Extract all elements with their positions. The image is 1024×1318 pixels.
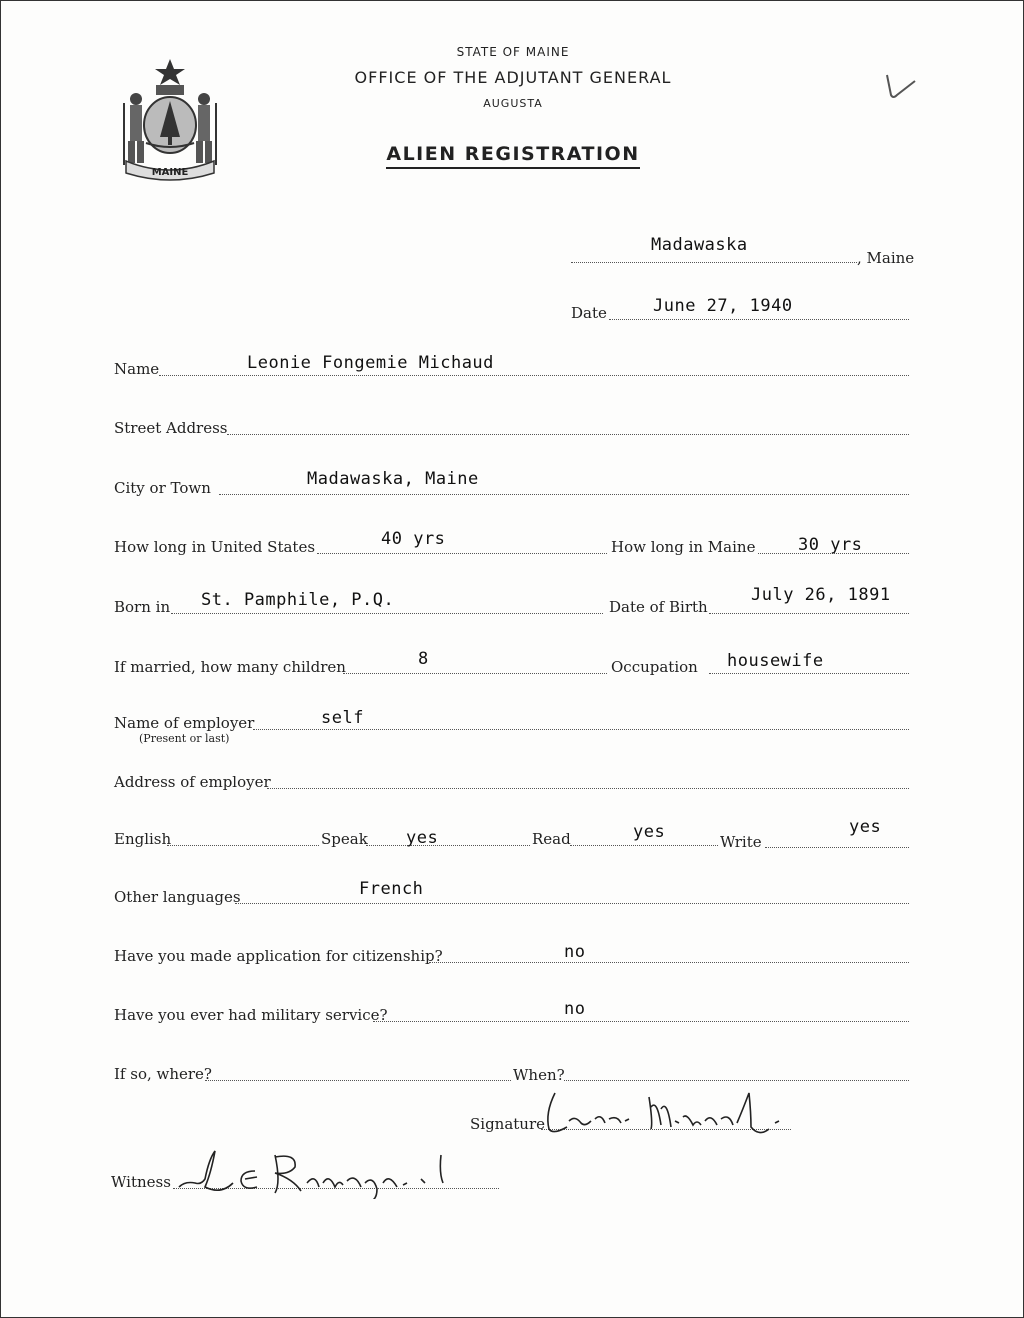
name-label: Name	[114, 360, 160, 378]
how-long-us-label: How long in United States	[114, 538, 316, 556]
employer-label: Name of employer	[114, 714, 255, 732]
signature-label: Signature	[470, 1115, 546, 1133]
military-label: Have you ever had military service?	[114, 1006, 388, 1024]
read-label: Read	[532, 830, 571, 848]
how-long-us-value: 40 yrs	[381, 529, 446, 549]
employer-sublabel: (Present or last)	[139, 732, 230, 745]
location-suffix: , Maine	[857, 249, 915, 267]
speak-label: Speak	[321, 830, 368, 848]
name-value: Leonie Fongemie Michaud	[247, 353, 494, 373]
citizenship-label: Have you made application for citizenship?	[114, 947, 443, 965]
other-languages-label: Other languages	[114, 888, 241, 906]
read-value: yes	[633, 822, 666, 842]
date-label: Date	[571, 304, 607, 322]
street-label: Street Address	[114, 419, 228, 437]
maine-seal-icon	[114, 55, 226, 181]
city-heading: AUGUSTA	[483, 97, 543, 110]
children-label: If married, how many children	[114, 658, 346, 676]
city-town-value: Madawaska, Maine	[307, 469, 479, 489]
dob-value: July 26, 1891	[751, 585, 891, 605]
other-languages-value: French	[359, 879, 424, 899]
office-heading: OFFICE OF THE ADJUTANT GENERAL	[354, 68, 672, 87]
military-value: no	[564, 999, 586, 1019]
citizenship-value: no	[564, 942, 586, 962]
location-value: Madawaska	[651, 235, 748, 255]
dob-label: Date of Birth	[609, 598, 708, 616]
write-label: Write	[720, 833, 762, 851]
if-so-where-label: If so, where?	[114, 1065, 212, 1083]
how-long-maine-label: How long in Maine	[611, 538, 756, 556]
witness-label: Witness	[111, 1173, 171, 1191]
witness-signature	[171, 1143, 501, 1199]
employer-value: self	[321, 708, 364, 728]
occupation-value: housewife	[727, 651, 824, 671]
applicant-signature	[537, 1083, 797, 1145]
born-in-label: Born in	[114, 598, 171, 616]
seal-text: MAINE	[151, 167, 189, 178]
when-label: When?	[513, 1066, 565, 1084]
form-title-text: ALIEN REGISTRATION	[386, 143, 639, 169]
date-value: June 27, 1940	[653, 296, 793, 316]
children-value: 8	[418, 649, 429, 669]
speak-value: yes	[406, 828, 439, 848]
how-long-maine-value: 30 yrs	[798, 535, 863, 555]
employer-address-label: Address of employer	[114, 773, 271, 791]
write-value: yes	[849, 817, 882, 837]
occupation-label: Occupation	[611, 658, 698, 676]
check-mark-icon	[881, 67, 921, 107]
state-heading: STATE OF MAINE	[456, 45, 570, 59]
english-label: English	[114, 830, 172, 848]
born-in-value: St. Pamphile, P.Q.	[201, 590, 395, 610]
city-town-label: City or Town	[114, 479, 211, 497]
